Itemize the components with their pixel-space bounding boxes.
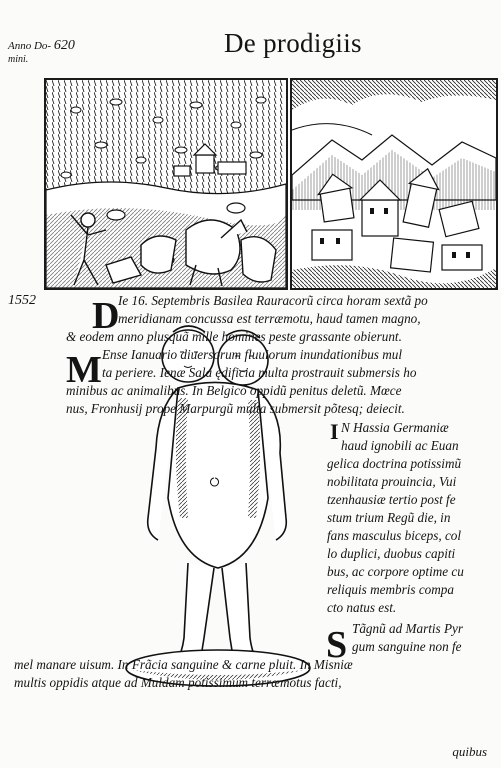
entry3-line2: haud ignobili ac Euan [341, 438, 459, 453]
initial-d: D [92, 295, 120, 337]
entry3-line4: nobilitata prouincia, Vui [327, 474, 457, 489]
margin-year: 1552 [8, 293, 36, 308]
entry3-line1: N Hassia Germaniæ [341, 420, 449, 435]
entry2-line1: Ense Ianuario diuersorum fluuiorum inundationibus mul [102, 347, 403, 362]
initial-m: M [66, 349, 102, 391]
entry2-line3: minibus ac animalibus. In Belgico oppidũ penitus deletũ. Mœce [66, 383, 402, 398]
hailstorm-woodcut [44, 78, 288, 290]
entry3-line6: stum trium Regũ die, in [327, 510, 451, 525]
running-head-year: Anno Do- 620 [8, 38, 75, 53]
entry1-line1: Ie 16. Septembris Basilea Rauracorũ circa horam sextã po [118, 293, 428, 308]
entry1-line3: & eodem anno plusquã mille homines peste grassante obierunt. [66, 329, 402, 344]
page-title: De prodigiis [224, 28, 362, 58]
catchword: quibus [452, 744, 487, 759]
entry3-line10: reliquis membris compa [327, 582, 454, 597]
entry4-line2: gum sanguine non fe [352, 639, 462, 654]
entry3-line8: lo duplici, duobus capiti [327, 546, 456, 561]
initial-s: S [326, 624, 348, 666]
initial-i: I [330, 419, 339, 444]
entry3-line9: bus, ac corpore optime cu [327, 564, 464, 579]
entry4-line4: multis oppidis atque ad Muldam potissimum terræmotus facti, [14, 675, 342, 690]
entry3-line7: fans masculus biceps, col [327, 528, 462, 543]
entry3-line5: tzenhausiæ tertio post fe [327, 492, 456, 507]
entry2-line2: ta periere. Ienæ Sala ędificia multa prostrauit submersis ho [102, 365, 417, 380]
entry1-line2: meridianam concussa est terræmotu, haud tamen magno, [118, 311, 421, 326]
entry2-line4: nus, Fronhusij prope Marpurgũ multa submersit põtesq; deiecit. [66, 401, 405, 416]
entry3-line11: cto natus est. [327, 600, 397, 615]
entry4-line3: mel manare uisum. In Frãcia sanguine & carne pluit. In Misniæ [14, 657, 353, 672]
entry4-line1: Tãgnũ ad Martis Pyr [352, 621, 463, 636]
earthquake-town-woodcut [290, 78, 498, 290]
running-head-year-suffix: mini. [8, 54, 29, 65]
entry3-line3: gelica doctrina potissimũ [327, 456, 462, 471]
